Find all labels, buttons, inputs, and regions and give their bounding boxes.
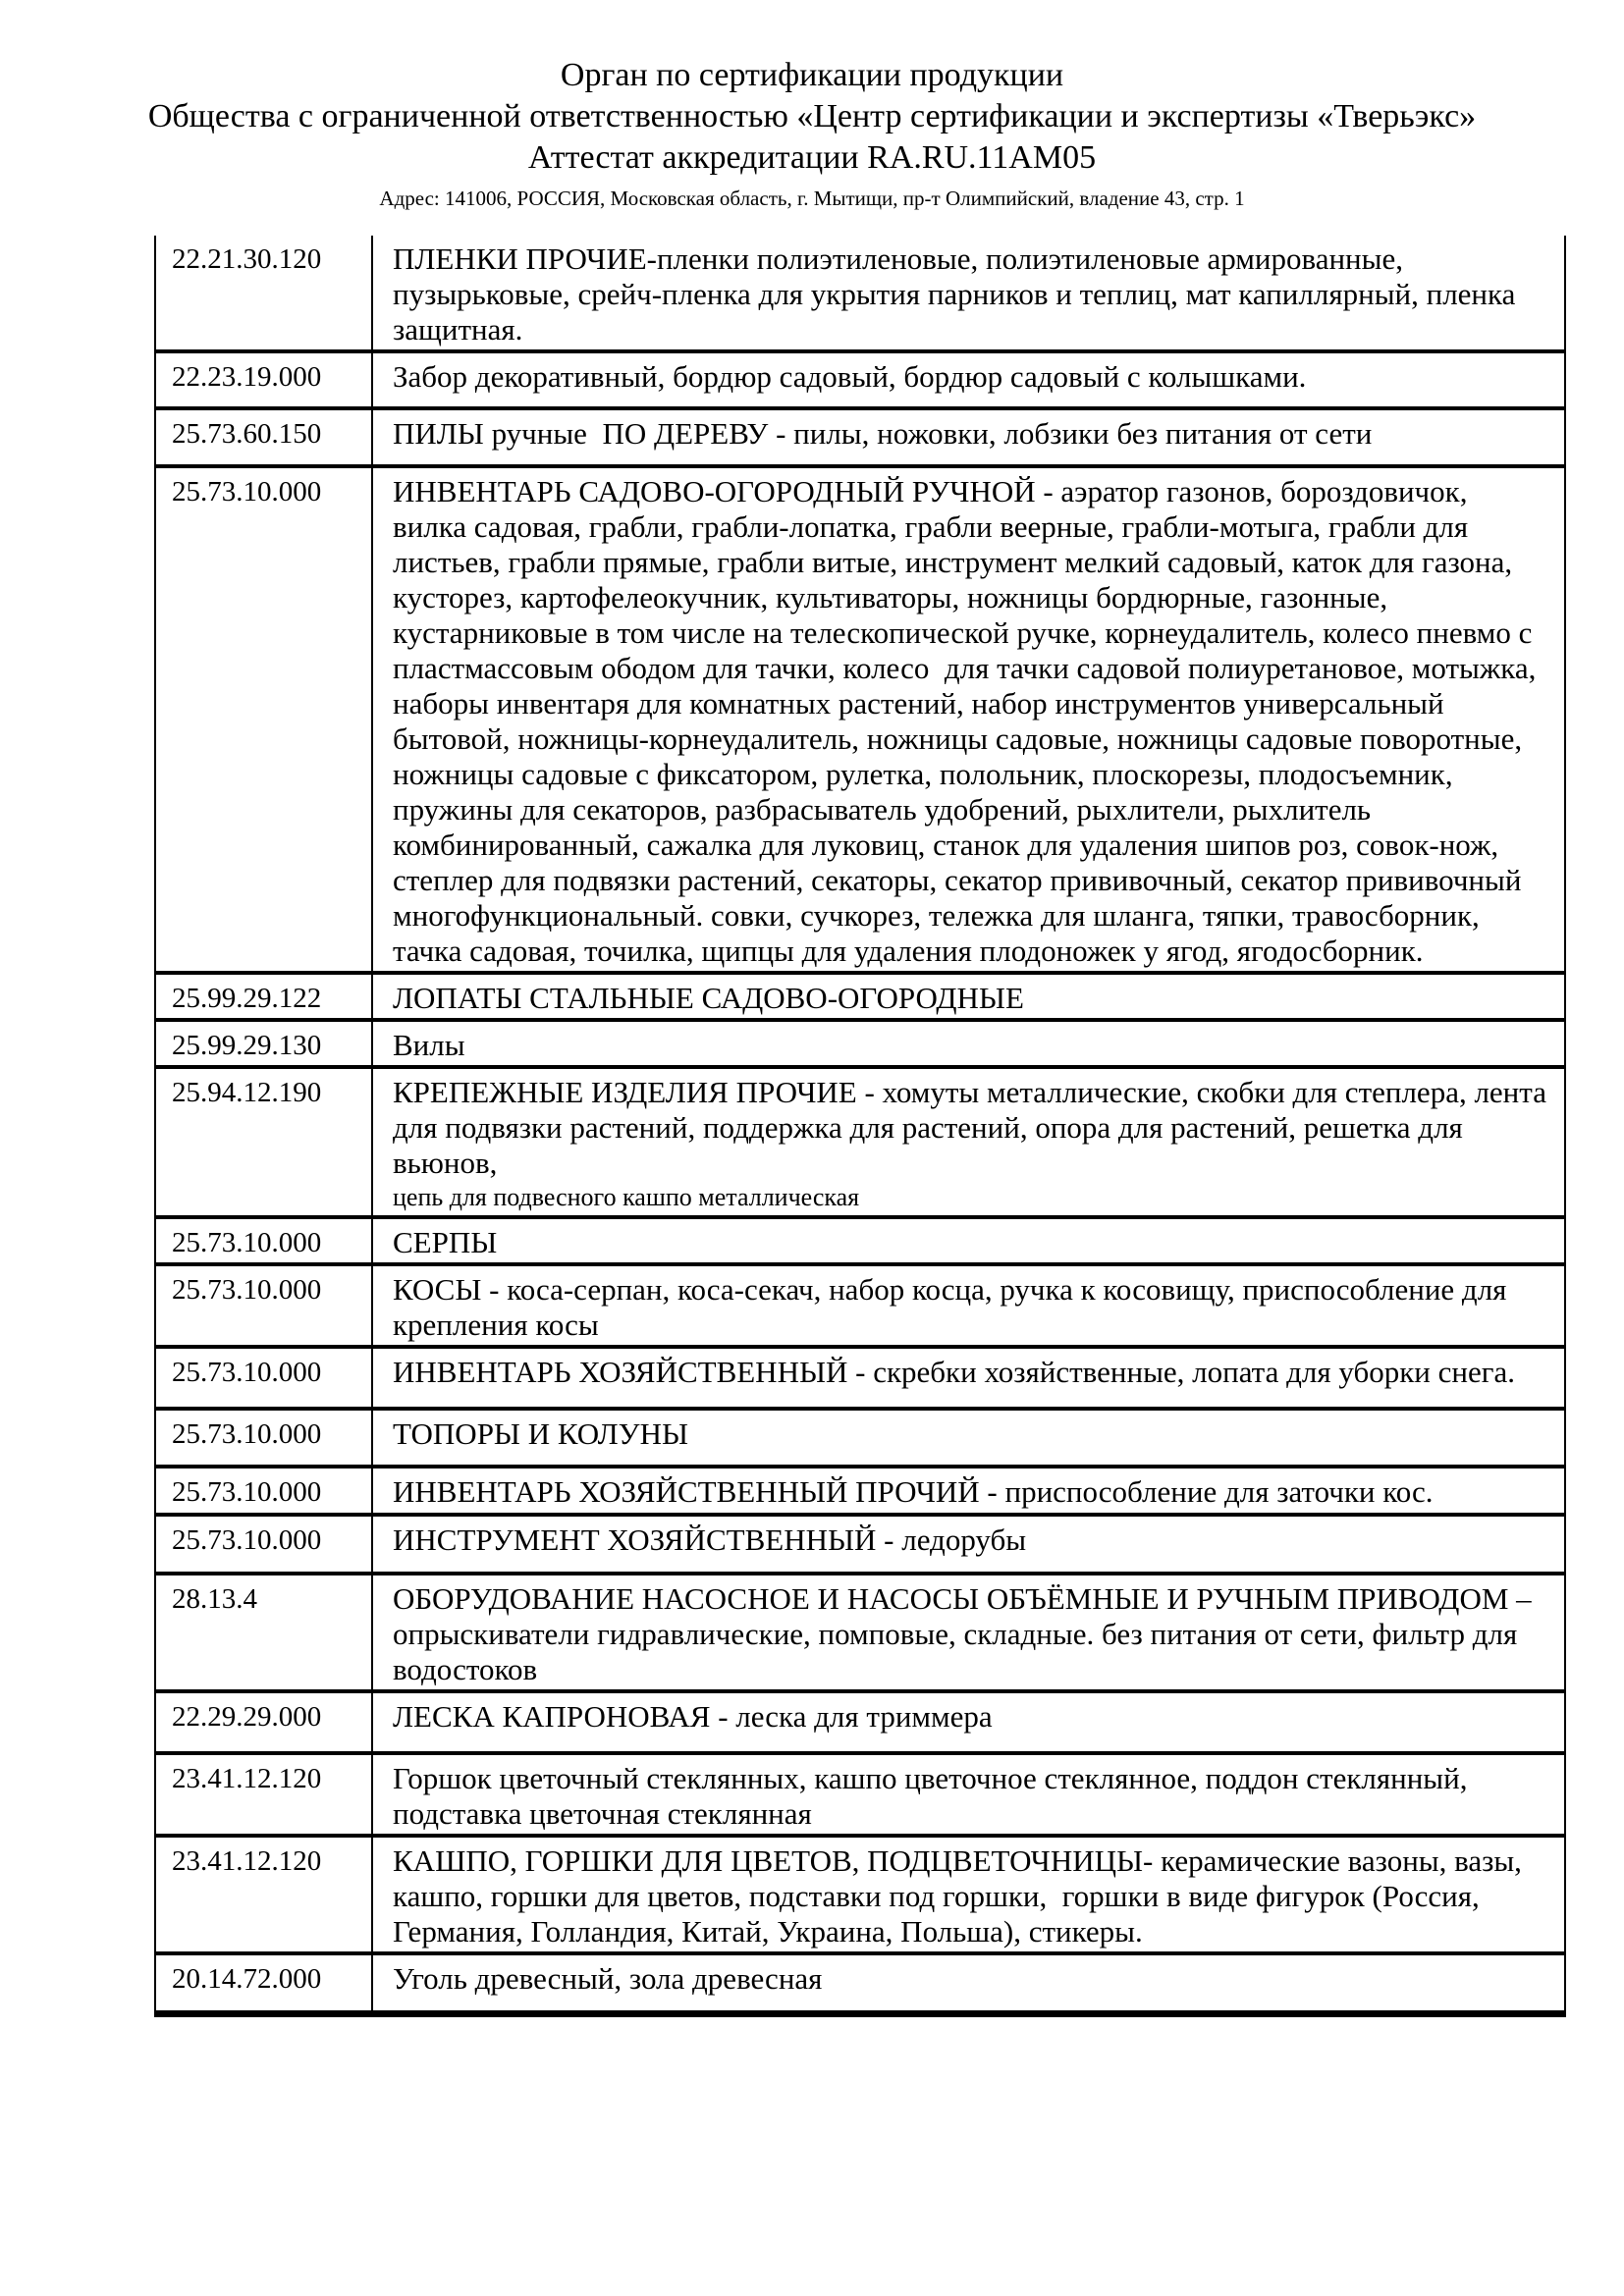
table-row [155, 1574, 1565, 1691]
table-row [155, 1067, 1565, 1217]
product-description [372, 1067, 1565, 1217]
product-code: 25.73.10.000 [155, 1467, 372, 1515]
product-code: 25.73.10.000 [155, 1347, 372, 1409]
table-row [155, 1467, 1565, 1515]
product-description-text: Забор декоративный, бордюр садовый, бордюр садовый с колышками. [393, 359, 1307, 394]
product-description [372, 1691, 1565, 1753]
table-row [155, 1020, 1565, 1067]
product-description [372, 1467, 1565, 1515]
product-description [372, 1264, 1565, 1347]
product-code: 23.41.12.120 [155, 1753, 372, 1836]
products-table [154, 236, 1566, 2017]
product-code: 25.73.10.000 [155, 1217, 372, 1264]
product-description [372, 351, 1565, 408]
product-code: 22.29.29.000 [155, 1691, 372, 1753]
table-row [155, 236, 1565, 351]
product-description-text: Горшок цветочный стеклянных, кашпо цветочное стеклянное, поддон стеклянный, подставка цветочная стеклянная [393, 1761, 1476, 1831]
header-org-line: Орган по сертификации продукции [560, 57, 1064, 93]
product-description-text: КАШПО, ГОРШКИ ДЛЯ ЦВЕТОВ, ПОДЦВЕТОЧНИЦЫ- керамические вазоны, вазы, кашпо, горшки для цветов, подставки под горшки, горшки в виде фигурок (Россия, Германия, Голландия, Китай, Украина, Польша), стикеры. [393, 1843, 1530, 1949]
product-description-text: ИНВЕНТАРЬ ХОЗЯЙСТВЕННЫЙ ПРОЧИЙ - приспособление для заточки кос. [393, 1474, 1434, 1509]
product-description-text: Уголь древесный, зола древесная [393, 1961, 823, 1996]
product-code: 20.14.72.000 [155, 1953, 372, 2013]
product-description-text: СЕРПЫ [393, 1225, 498, 1259]
product-description [372, 1753, 1565, 1836]
table-row [155, 408, 1565, 466]
product-description-text: КРЕПЕЖНЫЕ ИЗДЕЛИЯ ПРОЧИЕ - хомуты металлические, скобки для степлера, лента для подвязки растений, поддержка для растений, опора для растений, решетка для вьюнов, [393, 1075, 1554, 1180]
product-description [372, 1515, 1565, 1574]
document-header [0, 0, 1624, 212]
product-description [372, 1347, 1565, 1409]
product-code: 25.99.29.130 [155, 1020, 372, 1067]
product-description [372, 1409, 1565, 1467]
product-code: 25.73.10.000 [155, 1264, 372, 1347]
table-row [155, 1836, 1565, 1953]
product-description-text: ЛЕСКА КАПРОНОВАЯ - леска для триммера [393, 1699, 993, 1734]
product-description [372, 973, 1565, 1020]
product-description-text: ИНВЕНТАРЬ САДОВО-ОГОРОДНЫЙ РУЧНОЙ - аэратор газонов, бороздовичок, вилка садовая, грабли, грабли-лопатка, грабли веерные, грабли-мотыга, грабли для листьев, грабли прямые, грабли витые, инструмент мелкий садовый, каток для газона, кусторез, картофелеокучник, культиваторы, ножницы бордюрные, газонные, кустарниковые в том числе на телескопической ручке, корнеудалитель, колесо пневмо с пластмассовым ободом для тачки, колесо для тачки садовой полиуретановое, мотыжка, наборы инвентаря для комнатных растений, набор инструментов универсальный бытовой, ножницы-корнеудалитель, ножницы садовые, ножницы садовые поворотные, ножницы садовые с фиксатором, рулетка, полольник, плоскорезы, плодосъемник, пружины для секаторов, разбрасыватель удобрений, рыхлители, рыхлитель комбинированный, сажалка для луковиц, станок для удаления шипов роз, совок-нож, степлер для подвязки растений, секаторы, секатор прививочный, секатор прививочный многофункциональный. совки, сучкорез, тележка для шланга, тяпки, травосборник, тачка садовая, точилка, щипцы для удаления плодоножек у ягод, ягодосборник. [393, 474, 1544, 968]
product-code: 23.41.12.120 [155, 1836, 372, 1953]
table-row [155, 1691, 1565, 1753]
product-description [372, 1217, 1565, 1264]
header-accreditation-line: Аттестат аккредитации RA.RU.11AM05 [527, 139, 1097, 176]
product-description [372, 1836, 1565, 1953]
header-company-line: Общества с ограниченной ответственностью «Центр сертификации и экспертизы «Тверьэкс» [147, 98, 1477, 134]
product-description [372, 466, 1565, 973]
table-row [155, 1515, 1565, 1574]
product-description-text: ЛОПАТЫ СТАЛЬНЫЕ САДОВО-ОГОРОДНЫЕ [393, 981, 1024, 1015]
product-description-text: ИНВЕНТАРЬ ХОЗЯЙСТВЕННЫЙ - скребки хозяйственные, лопата для уборки снега. [393, 1355, 1515, 1389]
table-row [155, 973, 1565, 1020]
products-table-body [155, 236, 1565, 2013]
product-description-text: Вилы [393, 1028, 465, 1062]
product-description [372, 1953, 1565, 2013]
table-row [155, 351, 1565, 408]
product-code: 25.73.10.000 [155, 466, 372, 973]
product-code: 25.73.60.150 [155, 408, 372, 466]
header-address: Адрес: 141006, РОССИЯ, Московская область, г. Мытищи, пр-т Олимпийский, владение 43, стр. 1 [379, 187, 1245, 210]
product-description-text: ОБОРУДОВАНИЕ НАСОСНОЕ И НАСОСЫ ОБЪЁМНЫЕ И РУЧНЫМ ПРИВОДОМ – опрыскиватели гидравлические, помповые, складные. без питания от сети, фильтр для водостоков [393, 1581, 1540, 1686]
table-row [155, 1347, 1565, 1409]
product-code: 25.73.10.000 [155, 1409, 372, 1467]
table-row [155, 1409, 1565, 1467]
table-row [155, 1953, 1565, 2013]
product-description-text: КОСЫ - коса-серпан, коса-секач, набор косца, ручка к косовищу, приспособление для крепления косы [393, 1272, 1515, 1342]
product-code: 25.99.29.122 [155, 973, 372, 1020]
table-row [155, 1753, 1565, 1836]
product-description [372, 1574, 1565, 1691]
product-code: 22.23.19.000 [155, 351, 372, 408]
product-description-text: ИНСТРУМЕНТ ХОЗЯЙСТВЕННЫЙ - ледорубы [393, 1522, 1027, 1557]
product-description [372, 236, 1565, 351]
product-description-small-text: цепь для подвесного кашпо металлическая [393, 1183, 860, 1211]
product-code: 28.13.4 [155, 1574, 372, 1691]
table-row [155, 466, 1565, 973]
product-description [372, 1020, 1565, 1067]
table-row [155, 1217, 1565, 1264]
product-description-text: ПИЛЫ ручные ПО ДЕРЕВУ - пилы, ножовки, лобзики без питания от сети [393, 416, 1373, 451]
table-row [155, 1264, 1565, 1347]
product-description [372, 408, 1565, 466]
product-code: 25.94.12.190 [155, 1067, 372, 1217]
product-description-text: ТОПОРЫ И КОЛУНЫ [393, 1416, 688, 1451]
product-description-text: ПЛЕНКИ ПРОЧИЕ-пленки полиэтиленовые, полиэтиленовые армированные, пузырьковые, срейч-пленка для укрытия парников и теплиц, мат капиллярный, пленка защитная. [393, 241, 1524, 347]
product-code: 22.21.30.120 [155, 236, 372, 351]
product-code: 25.73.10.000 [155, 1515, 372, 1574]
